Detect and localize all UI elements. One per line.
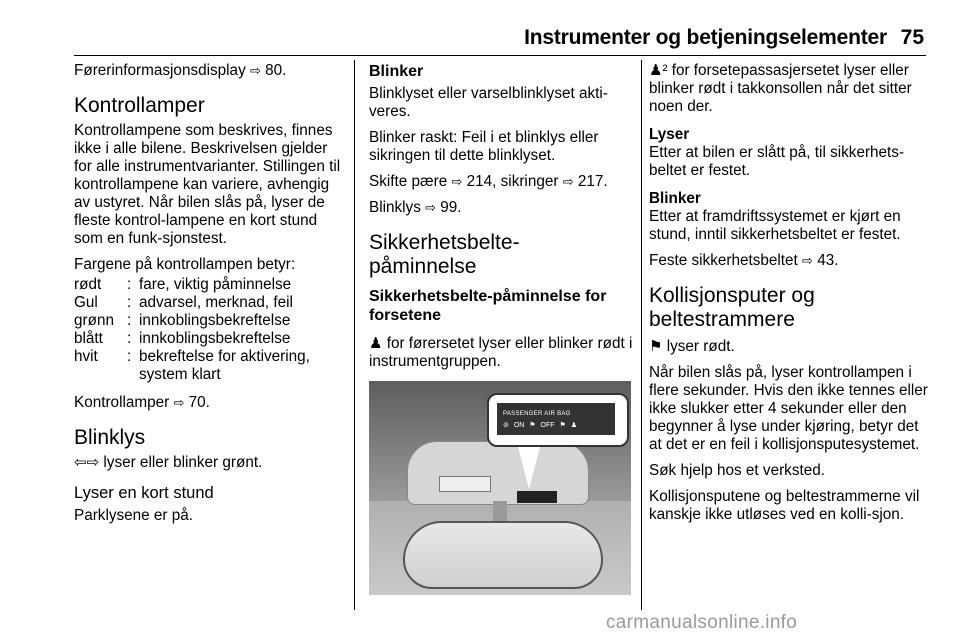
blinklys-ref-link[interactable]: 99. (440, 199, 462, 216)
off-label: OFF (540, 422, 555, 429)
cross-ref-arrow-icon: ⇨ (802, 253, 813, 268)
blinker-paragraph-col3: Etter at framdriftssystemet er kjørt en stund, inntil sikkerhetsbeltet er festet. (649, 208, 901, 243)
blinker-paragraph-2: Blinker raskt: Feil i et blinklys eller sikringen til dette blinklyset. (369, 129, 599, 164)
page-header-title: Instrumenter og betjeningselementer (524, 26, 887, 49)
column-divider-2 (641, 60, 642, 610)
column-1 (74, 62, 349, 533)
feste-paragraph: Feste sikkerhetsbeltet ⇨ 43. (649, 252, 839, 269)
belte-paragraph: ♟ for førersetet lyser eller blinker rødt i instrumentgruppen. (369, 335, 633, 370)
reading-lamp (439, 476, 491, 492)
table-row: rødt : fare, viktig påminnelse (74, 276, 292, 293)
column-3 (649, 62, 929, 532)
table-row: hvit : bekreftelse for aktivering, system klart (74, 348, 310, 383)
overhead-console-figure (369, 381, 631, 595)
column-divider-1 (354, 60, 355, 610)
airbag-off-icon: ⊘ (503, 422, 509, 429)
table-row: Gul : advarsel, merknad, feil (74, 294, 293, 311)
intro-paragraph: Førerinformasjonsdisplay ⇨ 80. (74, 62, 287, 79)
page-number: 75 (900, 26, 924, 49)
kontrollamper-heading: Kontrollamper (74, 94, 205, 117)
belte-heading: Sikkerhetsbelte- påminnelse (369, 231, 520, 278)
kontrollamper-ref-link[interactable]: 70. (188, 394, 210, 411)
cross-ref-arrow-icon: ⇨ (451, 174, 463, 189)
lyser-paragraph: Etter at bilen er slått på, til sikkerhets-beltet er festet. (649, 144, 905, 179)
skifte-ref-link[interactable]: 214, sikringer (466, 173, 559, 190)
lyser-kort-heading: Lyser en kort stund (74, 484, 214, 502)
kontrollamper-paragraph: Kontrollampene som beskrives, finnes ikke i alle bilene. Beskrivelsen gjelder for alle instrumentvarianter. Stillingen til kontrollampene kan variere, avhengig av ustyret. Når bilen slås på, lyser de fleste kontrol-lampene en kort stund som en funk-sjonstest. (74, 122, 341, 247)
watermark: carmanualsonline.info (606, 612, 798, 633)
seatbelt-icon: ♟ (369, 335, 383, 352)
rearview-mirror (403, 521, 603, 589)
belte-subheading: Sikkerhetsbelte-påminnelse for forsetene (369, 288, 607, 324)
blinker-heading: Blinker (369, 63, 424, 80)
callout-pointer (517, 443, 541, 489)
sikringer-ref-link[interactable]: 217. (577, 173, 608, 190)
column-2 (369, 62, 634, 595)
airbag-paragraph-2: Søk hjelp hos et verksted. (649, 462, 825, 479)
airbag-on-icon: ⚑ (529, 422, 536, 429)
cross-ref-arrow-icon: ⇨ (562, 174, 574, 189)
passenger-seatbelt-icon: ♟ (570, 422, 577, 429)
passenger-seatbelt-icon: ♟² (649, 62, 668, 79)
feste-ref-link[interactable]: 43. (817, 252, 839, 269)
skifte-paragraph: Skifte pære ⇨ 214, sikringer ⇨ 217. (369, 173, 608, 190)
blinklys-heading: Blinklys (74, 426, 146, 449)
airbag-status-display (517, 491, 557, 503)
panel-indicators (503, 417, 577, 435)
callout-box (487, 393, 629, 447)
on-label: ON (513, 422, 525, 429)
lyser-heading: Lyser (649, 126, 690, 143)
airbag-icon-paragraph: ⚑ lyser rødt. (649, 338, 735, 355)
turn-signal-icon: ⇦⇨ (74, 454, 100, 471)
blinker-paragraph-1: Blinklyset eller varselblinklyset akti-veres. (369, 85, 608, 120)
airbag-paragraph-3: Kollisjonsputene og beltestrammerne vil kanskje ikke utløses ved en kolli-sjon. (649, 488, 920, 523)
blinker-heading-col3: Blinker (649, 190, 701, 207)
table-row: grønn : innkoblingsbekreftelse (74, 312, 291, 329)
table-row: blått : innkoblingsbekreftelse (74, 330, 291, 347)
header-rule (74, 55, 926, 56)
blinklys-ref-paragraph: Blinklys ⇨ 99. (369, 199, 462, 216)
lyser-kort-paragraph: Parklysene er på. (74, 507, 194, 524)
blinklys-paragraph: ⇦⇨ lyser eller blinker grønt. (74, 454, 263, 471)
cross-ref-arrow-icon: ⇨ (249, 63, 261, 78)
airbag-indicator-panel (497, 403, 615, 435)
color-meaning-table (74, 276, 349, 384)
airbag-heading: Kollisjonsputer og beltestrammere (649, 284, 815, 331)
intro-ref-link[interactable]: 80. (265, 62, 287, 79)
panel-title: PASSENGER AIR BAG (503, 411, 571, 417)
airbag-icon: ⚑ (649, 338, 663, 355)
kontrollamper-ref-paragraph: Kontrollamper ⇨ 70. (74, 394, 210, 411)
cross-ref-arrow-icon: ⇨ (425, 200, 437, 215)
airbag-disabled-icon: ⚑ (559, 422, 566, 429)
passasjer-paragraph: ♟² for forsetepassasjersetet lyser eller blinker rødt i takkonsollen når det sitter noen der. (649, 62, 912, 115)
airbag-paragraph-1: Når bilen slås på, lyser kontrollampen i flere sekunder. Hvis den ikke tennes eller ikke slukker etter 4 sekunder eller den begynner å lyse under kjøring, betyr det at det er en feil i kollisjonsputesystemet. (649, 364, 928, 453)
overhead-console (407, 441, 589, 505)
colors-intro: Fargene på kontrollampen betyr: (74, 256, 296, 273)
cross-ref-arrow-icon: ⇨ (173, 395, 185, 410)
